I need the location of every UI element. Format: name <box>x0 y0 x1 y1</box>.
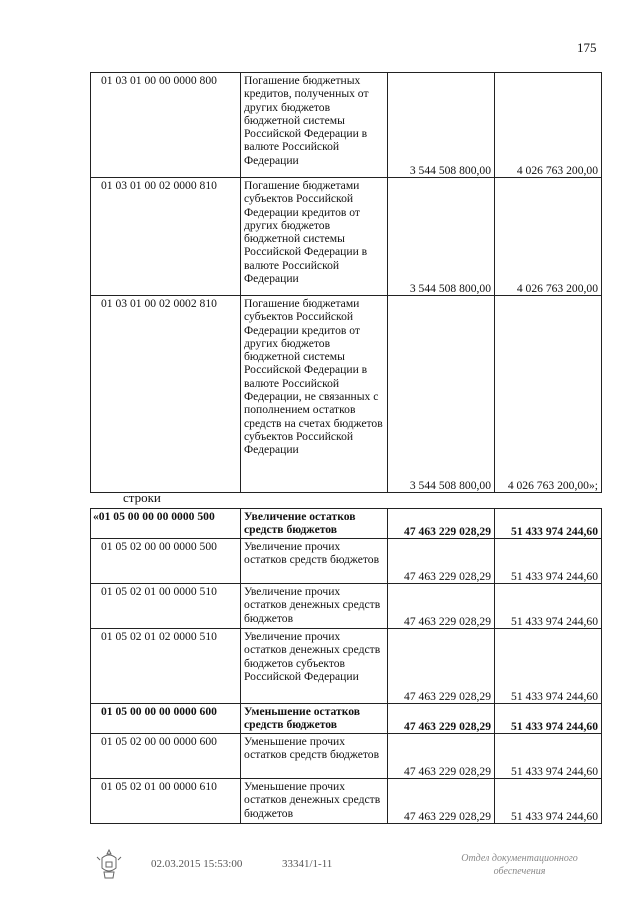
row-description: Уменьшение прочих остатков денежных средств бюджетов <box>241 779 388 824</box>
classification-code: 01 05 02 00 00 0000 500 <box>91 539 241 584</box>
row-description: Уменьшение остатков средств бюджетов <box>241 704 388 734</box>
table-row <box>91 509 602 539</box>
page-number: 175 <box>577 40 597 55</box>
amount-year-2: 51 433 974 244,60 <box>495 734 602 779</box>
table-row <box>91 296 602 493</box>
amount-year-2: 4 026 763 200,00 <box>495 178 602 296</box>
amount-year-2: 4 026 763 200,00»; <box>495 296 602 493</box>
amount-year-2: 51 433 974 244,60 <box>495 509 602 539</box>
footer-doc-number: 33341/1-11 <box>282 858 333 870</box>
amount-year-1: 47 463 229 028,29 <box>388 584 495 629</box>
table-row <box>91 73 602 178</box>
amount-year-1: 3 544 508 800,00 <box>388 73 495 178</box>
amount-year-1: 47 463 229 028,29 <box>388 734 495 779</box>
coat-of-arms-emblem-icon <box>96 848 122 880</box>
amount-year-2: 51 433 974 244,60 <box>495 779 602 824</box>
classification-code: 01 05 02 00 00 0000 600 <box>91 734 241 779</box>
amount-year-1: 47 463 229 028,29 <box>388 779 495 824</box>
amount-year-1: 47 463 229 028,29 <box>388 509 495 539</box>
row-description: Погашение бюджетами субъектов Российской Федерации кредитов от других бюджетов бюджетной системы Российской Федерации в валюте Российской Федерации, не связанных с пополнением остатков средств на счетах бюджетов субъектов Российской Федерации <box>241 296 388 493</box>
amount-year-1: 47 463 229 028,29 <box>388 704 495 734</box>
amount-year-2: 51 433 974 244,60 <box>495 704 602 734</box>
amount-year-1: 3 544 508 800,00 <box>388 178 495 296</box>
amount-year-2: 51 433 974 244,60 <box>495 539 602 584</box>
classification-code: 01 05 02 01 02 0000 510 <box>91 629 241 704</box>
table-row <box>91 779 602 824</box>
classification-code: 01 03 01 00 02 0002 810 <box>91 296 241 493</box>
table-row <box>91 734 602 779</box>
row-description: Увеличение остатков средств бюджетов <box>241 509 388 539</box>
classification-code: 01 03 01 00 02 0000 810 <box>91 178 241 296</box>
table-row <box>91 584 602 629</box>
table-row <box>91 178 602 296</box>
budget-table-continued <box>90 72 602 493</box>
row-description: Погашение бюджетами субъектов Российской Федерации кредитов от других бюджетов бюджетной системы Российской Федерации в валюте Российской Федерации <box>241 178 388 296</box>
amount-year-2: 51 433 974 244,60 <box>495 584 602 629</box>
rows-label: строки <box>123 490 161 505</box>
amount-year-1: 47 463 229 028,29 <box>388 539 495 584</box>
row-description: Увеличение прочих остатков денежных средств бюджетов <box>241 584 388 629</box>
classification-code: 01 05 00 00 00 0000 600 <box>91 704 241 734</box>
amount-year-1: 3 544 508 800,00 <box>388 296 495 493</box>
footer-datetime: 02.03.2015 15:53:00 <box>151 858 243 870</box>
table-row <box>91 629 602 704</box>
row-description: Уменьшение прочих остатков средств бюджетов <box>241 734 388 779</box>
table-row <box>91 539 602 584</box>
classification-code: 01 03 01 00 00 0000 800 <box>91 73 241 178</box>
row-description: Увеличение прочих остатков средств бюджетов <box>241 539 388 584</box>
row-description: Увеличение прочих остатков денежных средств бюджетов субъектов Российской Федерации <box>241 629 388 704</box>
row-description: Погашение бюджетных кредитов, полученных от других бюджетов бюджетной системы Российской Федерации в валюте Российской Федерации <box>241 73 388 178</box>
amount-year-2: 51 433 974 244,60 <box>495 629 602 704</box>
classification-code: «01 05 00 00 00 0000 500 <box>91 509 241 539</box>
budget-table-balances <box>90 508 602 824</box>
amount-year-1: 47 463 229 028,29 <box>388 629 495 704</box>
table-row <box>91 704 602 734</box>
classification-code: 01 05 02 01 00 0000 510 <box>91 584 241 629</box>
amount-year-2: 4 026 763 200,00 <box>495 73 602 178</box>
classification-code: 01 05 02 01 00 0000 610 <box>91 779 241 824</box>
department-stamp: Отдел документационного обеспечения <box>461 853 578 877</box>
